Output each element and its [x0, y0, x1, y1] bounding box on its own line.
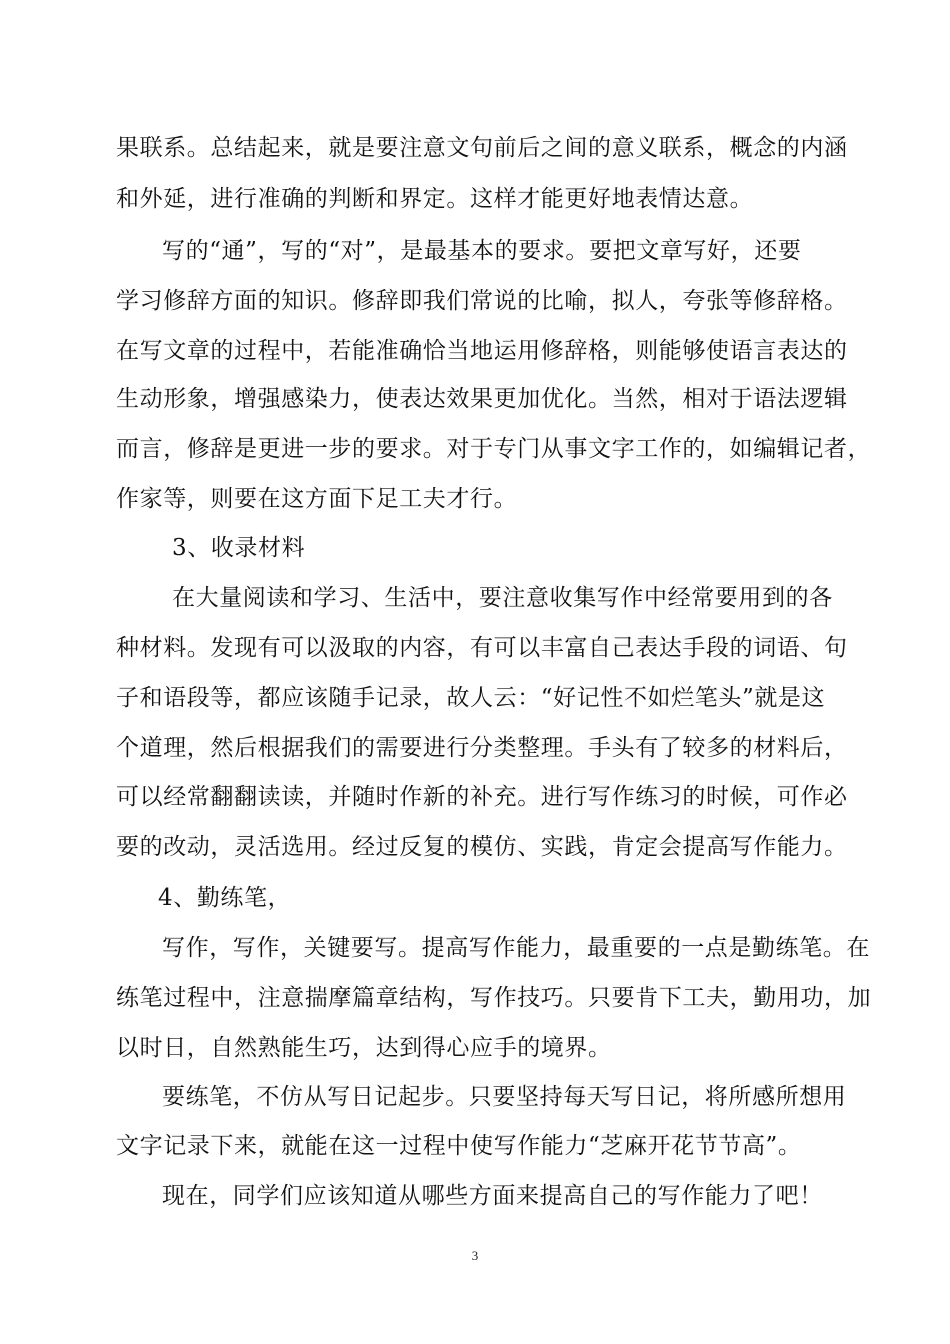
text-line: 要的改动，灵活选用。经过反复的模仿、实践，肯定会提高写作能力。 — [116, 834, 848, 860]
paragraph-first-line: 在大量阅读和学习、生活中，要注意收集写作中经常要用到的各 — [172, 585, 833, 611]
text-line: 种材料。发现有可以汲取的内容，有可以丰富自己表达手段的词语、句 — [116, 635, 848, 661]
paragraph-first-line: 写作，写作，关键要写。提高写作能力，最重要的一点是勤练笔。在 — [162, 935, 870, 961]
text-line: 练笔过程中，注意揣摩篇章结构，写作技巧。只要肯下工夫，勤用功，加 — [116, 985, 872, 1011]
text-line: 个道理，然后根据我们的需要进行分类整理。手头有了较多的材料后， — [116, 735, 848, 761]
paragraph-first-line: 现在，同学们应该知道从哪些方面来提高自己的写作能力了吧！ — [162, 1183, 823, 1209]
text-line: 生动形象，增强感染力，使表达效果更加优化。当然，相对于语法逻辑 — [116, 386, 848, 412]
text-line: 果联系。总结起来，就是要注意文句前后之间的意义联系，概念的内涵 — [116, 135, 848, 161]
text-line: 和外延，进行准确的判断和界定。这样才能更好地表情达意。 — [116, 186, 754, 212]
text-line: 以时日，自然熟能生巧，达到得心应手的境界。 — [116, 1035, 612, 1061]
text-line: 在写文章的过程中，若能准确恰当地运用修辞格，则能够使语言表达的 — [116, 338, 848, 364]
paragraph-first-line: 要练笔，不仿从写日记起步。只要坚持每天写日记，将所感所想用 — [162, 1084, 847, 1110]
text-line: 子和语段等，都应该随手记录，故人云：“好记性不如烂笔头”就是这 — [116, 685, 826, 711]
text-line: 文字记录下来，就能在这一过程中使写作能力“芝麻开花节节高”。 — [116, 1133, 802, 1159]
text-line: 作家等，则要在这方面下足工夫才行。 — [116, 486, 518, 512]
section-heading: 3、收录材料 — [172, 535, 306, 561]
text-line: 学习修辞方面的知识。修辞即我们常说的比喻，拟人，夸张等修辞格。 — [116, 288, 848, 314]
text-line: 可以经常翻翻读读，并随时作新的补充。进行写作练习的时候，可作必 — [116, 784, 848, 810]
paragraph-first-line: 写的“通”，写的“对”，是最基本的要求。要把文章写好，还要 — [162, 238, 802, 264]
text-line: 而言，修辞是更进一步的要求。对于专门从事文字工作的，如编辑记者， — [116, 436, 872, 462]
section-heading: 4、勤练笔， — [158, 885, 292, 911]
page-number: 3 — [471, 1248, 479, 1263]
